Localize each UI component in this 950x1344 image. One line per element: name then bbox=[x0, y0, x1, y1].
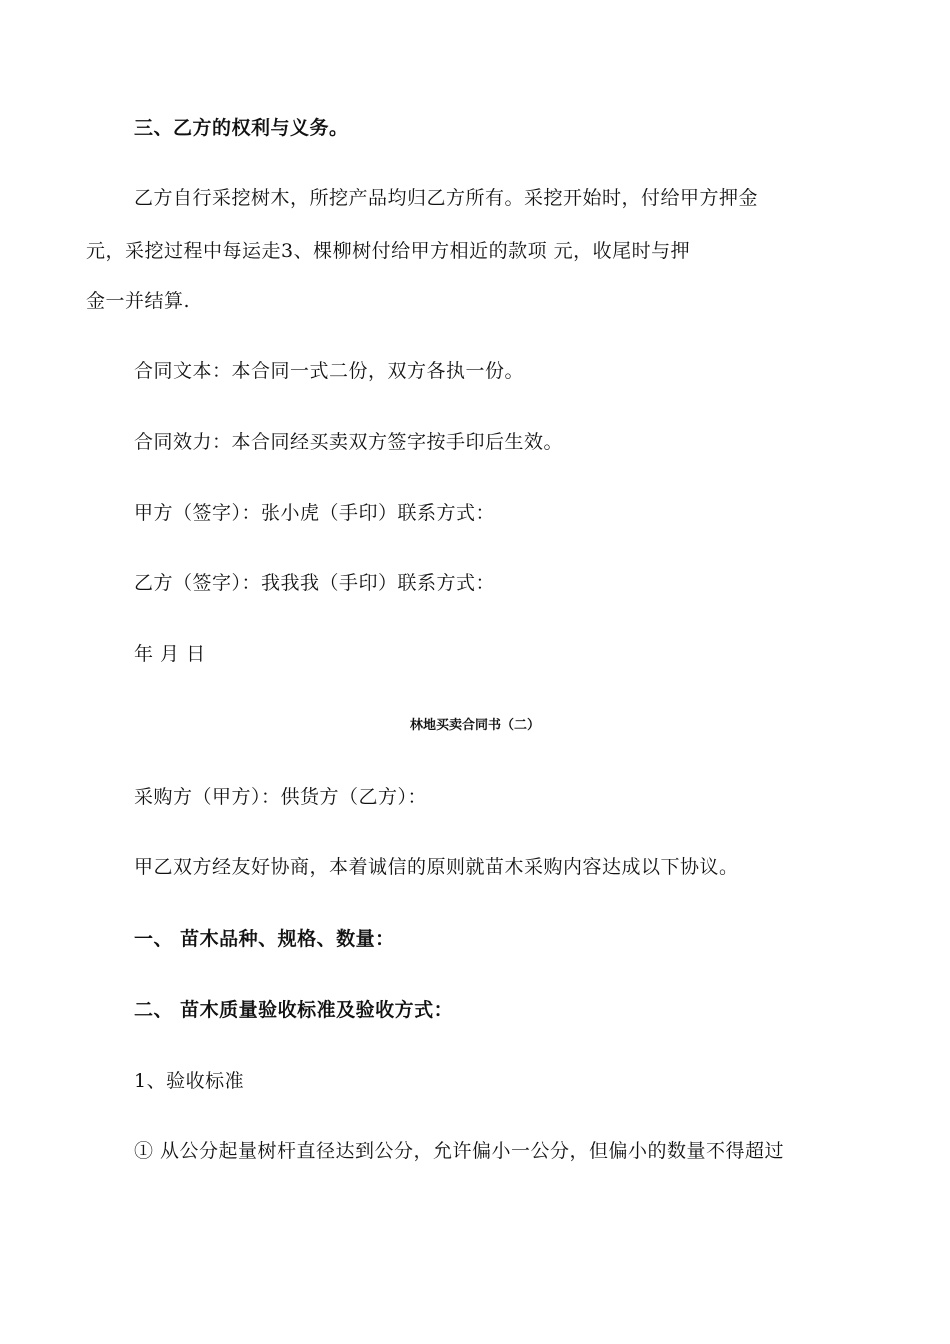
party-a-signature-line: 甲方（签字）：张小虎（手印）联系方式： bbox=[134, 502, 496, 524]
party-b-signature-line: 乙方（签字）：我我我（手印）联系方式： bbox=[134, 572, 496, 594]
section-3-paragraph-line-1: 乙方自行采挖树木，所挖产品均归乙方所有。采挖开始时，付给甲方押金 bbox=[134, 187, 759, 209]
contract-text-clause: 合同文本：本合同一式二份，双方各执一份。 bbox=[134, 360, 525, 382]
section-3-paragraph-line-3: 金一并结算. bbox=[86, 290, 191, 312]
date-line: 年 月 日 bbox=[134, 643, 206, 665]
contract-2-intro: 甲乙双方经友好协商，本着诚信的原则就苗木采购内容达成以下协议。 bbox=[134, 856, 739, 878]
contract-2-heading-1: 一、 苗木品种、规格、数量： bbox=[134, 928, 395, 950]
contract-effect-clause: 合同效力：本合同经买卖双方签字按手印后生效。 bbox=[134, 431, 564, 453]
contract-2-item-1: ① 从公分起量树杆直径达到公分，允许偏小一公分，但偏小的数量不得超过 bbox=[134, 1140, 785, 1162]
section-3-paragraph-line-2: 元，采挖过程中每运走3、棵柳树付给甲方相近的款项 元，收尾时与押 bbox=[86, 240, 691, 262]
section-3-heading: 三、乙方的权利与义务。 bbox=[134, 117, 349, 139]
contract-2-parties: 采购方（甲方）：供货方（乙方）： bbox=[134, 786, 428, 808]
contract-2-heading-2: 二、 苗木质量验收标准及验收方式： bbox=[134, 999, 454, 1021]
contract-2-subheading-1: 1、验收标准 bbox=[134, 1070, 245, 1092]
contract-2-title: 林地买卖合同书（二） bbox=[409, 718, 540, 733]
